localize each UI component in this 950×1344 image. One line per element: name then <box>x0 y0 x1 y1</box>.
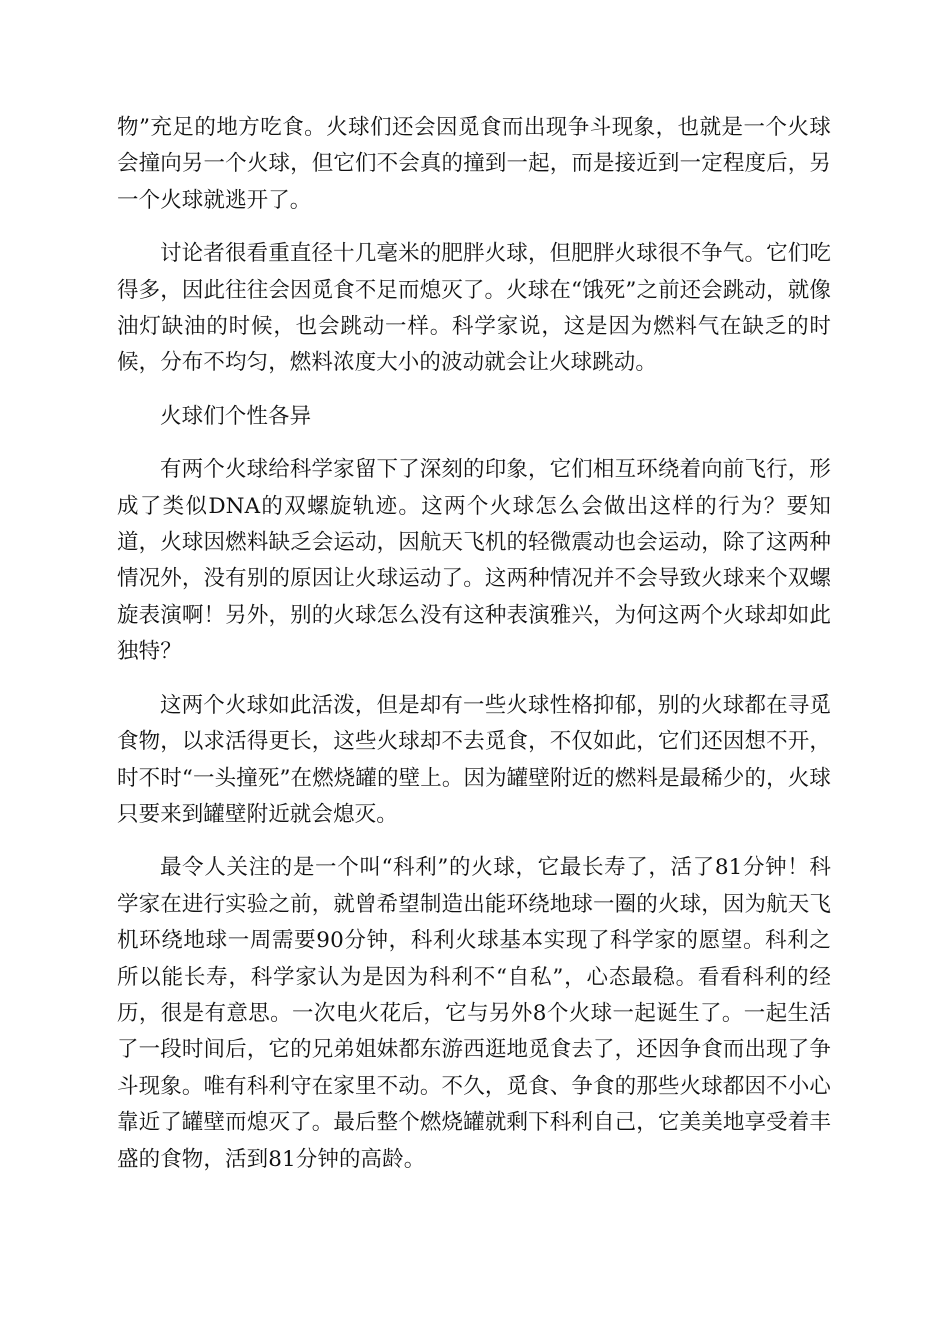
section-heading: 火球们个性各异 <box>160 403 312 429</box>
paragraph-keli-fireball: 最令人关注的是一个叫“科利”的火球，它最长寿了，活了81分钟！科学家在进行实验之前，就曾希望制造出能环绕地球一圈的火球，因为航天飞机环绕地球一周需要90分钟，科利火球基本实现了科学家的愿望。科利之所以能长寿，科学家认为是因为科利不“自私”，心态最稳。看看科利的经历，很是有意思。一次电火花后，它与另外8个火球一起诞生了。一起生活了一段时间后，它的兄弟姐妹都东游西逛地觅食去了，还因争食而出现了争斗现象。唯有科利守在家里不动。不久，觅食、争食的那些火球都因不小心靠近了罐壁而熄灭了。最后整个燃烧罐就剩下科利自己，它美美地享受着丰盛的食物，活到81分钟的高龄。 <box>117 855 831 1172</box>
paragraph-fat-fireballs: 讨论者很看重直径十几毫米的肥胖火球，但肥胖火球很不争气。它们吃得多，因此往往会因觅食不足而熄灭了。火球在“饿死”之前还会跳动，就像油灯缺油的时候，也会跳动一样。科学家说，这是因为燃料气在缺乏的时候，分布不均匀，燃料浓度大小的波动就会让火球跳动。 <box>117 241 831 376</box>
article-body <box>117 110 831 1195</box>
paragraph-double-helix: 有两个火球给科学家留下了深刻的印象，它们相互环绕着向前飞行，形成了类似DNA的双螺旋轨迹。这两个火球怎么会做出这样的行为？要知道，火球因燃料缺乏会运动，因航天飞机的轻微震动也会运动，除了这两种情况外，没有别的原因让火球运动了。这两种情况并不会导致火球来个双螺旋表演啊！另外，别的火球怎么没有这种表演雅兴，为何这两个火球却如此独特？ <box>117 457 831 665</box>
paragraph-depressed-fireballs: 这两个火球如此活泼，但是却有一些火球性格抑郁，别的火球都在寻觅食物，以求活得更长，这些火球却不去觅食，不仅如此，它们还因想不开，时不时“一头撞死”在燃烧罐的壁上。因为罐壁附近的燃料是最稀少的，火球只要来到罐壁附近就会熄灭。 <box>117 692 831 827</box>
paragraph-continued: 物”充足的地方吃食。火球们还会因觅食而出现争斗现象，也就是一个火球会撞向另一个火球，但它们不会真的撞到一起，而是接近到一定程度后，另一个火球就逃开了。 <box>117 115 831 213</box>
